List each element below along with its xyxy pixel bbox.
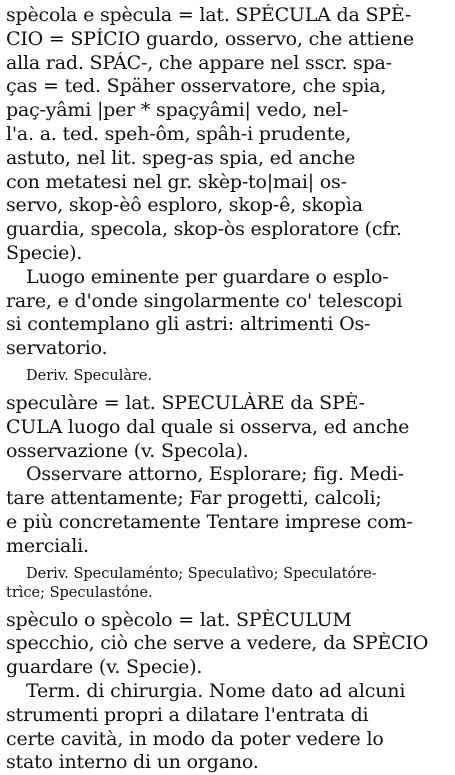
deriv-line: Deriv. Speculàre.: [26, 367, 153, 384]
etymology-block: [6, 392, 449, 463]
etymology-line: CIO = SPÍCIO guardo, osservo, che attiene: [6, 27, 414, 50]
definition-line: e più concretamente Tentare imprese com-: [6, 510, 413, 533]
definition-line: si contemplano gli astri: altrimenti Os-: [6, 313, 371, 336]
definition-line: servatorio.: [6, 337, 108, 360]
etymology-line: spècola e spècula = lat. SPÉCULA da SPÈ-: [6, 4, 412, 26]
definition-block: [6, 463, 449, 558]
deriv-block: [6, 367, 449, 386]
etymology-line: l'a. a. ted. speh-ôm, spâh-i prudente,: [6, 122, 352, 145]
definition-line: Osservare attorno, Esplorare; fig. Medi-: [26, 463, 404, 486]
etymology-line: Specie).: [6, 241, 83, 264]
etymology-line: spèculo o spècolo = lat. SPÈCULUM: [6, 608, 352, 631]
definition-line: merciali.: [6, 534, 89, 557]
etymology-line: astuto, nel lit. speg-as spia, ed anche: [6, 146, 356, 169]
deriv-block: [6, 565, 449, 603]
definition-line: tare attentamente; Far progetti, calcoli;: [6, 487, 382, 510]
definition-line: rare, e d'onde singolarmente co' telescopi: [6, 289, 403, 312]
definition-line: strumenti propri a dilatare l'entrata di: [6, 703, 369, 726]
definition-line: Luogo eminente per guardare o esplo-: [26, 265, 389, 288]
etymology-line: con metatesi nel gr. skèp-to|mai| os-: [6, 170, 347, 193]
definition-line: stato interno di un organo.: [6, 751, 259, 774]
entry-speculare: [6, 392, 449, 603]
definition-block: [6, 680, 449, 775]
etymology-line: paç-yâmi |per * spaçyâmi| vedo, nel-: [6, 99, 349, 122]
definition-block: [6, 266, 449, 361]
deriv-line: trìce; Speculastóne.: [6, 584, 153, 601]
entry-specola: [6, 4, 449, 386]
etymology-line: speculàre = lat. SPECULÀRE da SPÈ-: [6, 391, 365, 414]
etymology-line: ças = ted. Späher osservatore, che spia,: [6, 75, 387, 98]
etymology-line: osservazione (v. Specola).: [6, 439, 249, 462]
etymology-line: CULA luogo dal quale si osserva, ed anche: [6, 415, 410, 438]
definition-line: certe cavità, in modo da poter vedere lo: [6, 727, 384, 750]
etymology-line: specchio, ciò che serve a vedere, da SPÈCIO: [6, 632, 429, 655]
entry-speculo: [6, 609, 449, 775]
definition-line: Term. di chirurgia. Nome dato ad alcuni: [26, 679, 406, 702]
etymology-block: [6, 609, 449, 680]
deriv-line: Deriv. Speculaménto; Speculatìvo; Speculatóre-: [26, 565, 377, 582]
etymology-line: guardare (v. Specie).: [6, 656, 203, 679]
etymology-block: [6, 4, 449, 266]
etymology-line: servo, skop-èô esploro, skop-ê, skopìa: [6, 194, 363, 217]
etymology-line: alla rad. SPÁC-, che appare nel sscr. spa-: [6, 51, 392, 74]
etymology-line: guardia, specola, skop-òs esploratore (cfr.: [6, 218, 402, 241]
